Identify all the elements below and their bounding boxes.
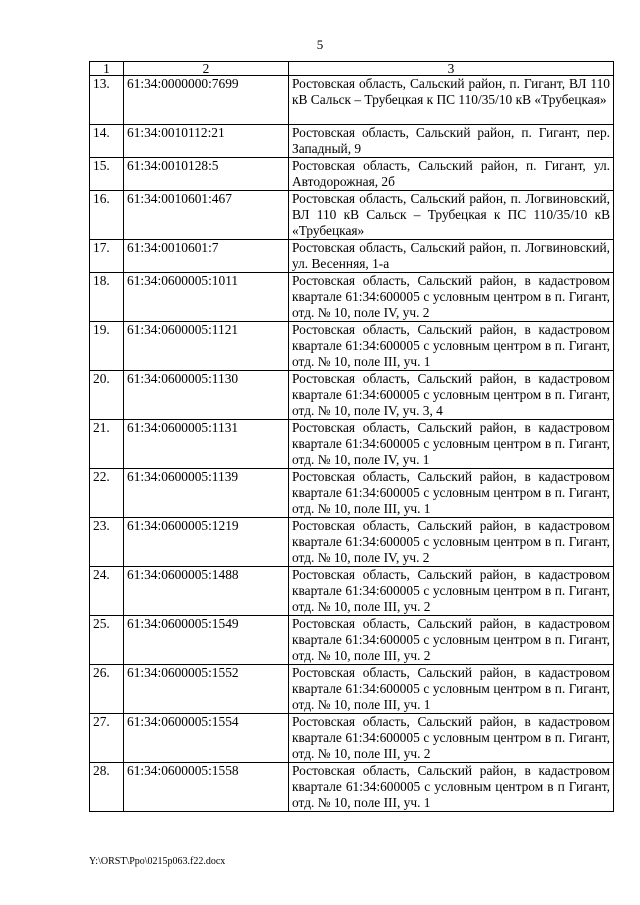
cadastral-number: 61:34:0010601:467 [124, 191, 289, 240]
row-number: 24. [90, 567, 124, 616]
location-address: Ростовская область, Сальский район, в кадастровом квартале 61:34:600005 с условным центром в п. Гигант, отд. № 10, поле III, уч. 2 [289, 567, 614, 616]
location-address: Ростовская область, Сальский район, п. Логвиновский, ВЛ 110 кВ Сальск – Трубецкая к ПС 110/35/10 кВ «Трубецкая» [289, 191, 614, 240]
cadastral-number: 61:34:0010112:21 [124, 125, 289, 158]
location-address: Ростовская область, Сальский район, в кадастровом квартале 61:34:600005 с условным центром в п. Гигант, отд. № 10, поле IV, уч. 3, 4 [289, 371, 614, 420]
column-header-2: 2 [124, 62, 289, 76]
table-row [90, 371, 614, 420]
row-number: 18. [90, 273, 124, 322]
location-address: Ростовская область, Сальский район, в кадастровом квартале 61:34:600005 с условным центром в п. Гигант, отд. № 10, поле IV, уч. 1 [289, 420, 614, 469]
row-number: 15. [90, 158, 124, 191]
column-header-1: 1 [90, 62, 124, 76]
row-number: 19. [90, 322, 124, 371]
table-row [90, 191, 614, 240]
table-header-row [90, 62, 614, 76]
table-row [90, 714, 614, 763]
location-address: Ростовская область, Сальский район, в кадастровом квартале 61:34:600005 с условным центром в п. Гигант, отд. № 10, поле III, уч. 1 [289, 469, 614, 518]
table-row [90, 420, 614, 469]
cadastral-number: 61:34:0600005:1549 [124, 616, 289, 665]
row-number: 21. [90, 420, 124, 469]
land-plots-table [89, 61, 614, 812]
cadastral-number: 61:34:0600005:1488 [124, 567, 289, 616]
row-number: 26. [90, 665, 124, 714]
cadastral-number: 61:34:0010128:5 [124, 158, 289, 191]
table-row [90, 125, 614, 158]
cadastral-number: 61:34:0600005:1131 [124, 420, 289, 469]
location-address: Ростовская область, Сальский район, в кадастровом квартале 61:34:600005 с условным центром в п. Гигант, отд. № 10, поле IV, уч. 2 [289, 273, 614, 322]
row-number: 16. [90, 191, 124, 240]
table-row [90, 158, 614, 191]
table-row [90, 76, 614, 125]
location-address: Ростовская область, Сальский район, в кадастровом квартале 61:34:600005 с условным центром в п. Гигант, отд. № 10, поле III, уч. 1 [289, 665, 614, 714]
cadastral-number: 61:34:0600005:1219 [124, 518, 289, 567]
row-number: 27. [90, 714, 124, 763]
location-address: Ростовская область, Сальский район, п. Гигант, ул. Автодорожная, 2б [289, 158, 614, 191]
row-number: 22. [90, 469, 124, 518]
column-header-3: 3 [289, 62, 614, 76]
table-row [90, 469, 614, 518]
table-row [90, 518, 614, 567]
table-row [90, 567, 614, 616]
cadastral-number: 61:34:0600005:1139 [124, 469, 289, 518]
row-number: 13. [90, 76, 124, 125]
location-address: Ростовская область, Сальский район, п. Логвиновский, ул. Весенняя, 1-а [289, 240, 614, 273]
cadastral-number: 61:34:0600005:1011 [124, 273, 289, 322]
cadastral-number: 61:34:0600005:1552 [124, 665, 289, 714]
cadastral-number: 61:34:0600005:1554 [124, 714, 289, 763]
row-number: 20. [90, 371, 124, 420]
row-number: 14. [90, 125, 124, 158]
location-address: Ростовская область, Сальский район, в кадастровом квартале 61:34:600005 с условным центром в п. Гигант, отд. № 10, поле III, уч. 2 [289, 714, 614, 763]
location-address: Ростовская область, Сальский район, в кадастровом квартале 61:34:600005 с условным центром в п. Гигант, отд. № 10, поле III, уч. 1 [289, 322, 614, 371]
cadastral-number: 61:34:0000000:7699 [124, 76, 289, 125]
cadastral-number: 61:34:0600005:1121 [124, 322, 289, 371]
table-row [90, 322, 614, 371]
row-number: 23. [90, 518, 124, 567]
row-number: 28. [90, 763, 124, 812]
table-row [90, 665, 614, 714]
location-address: Ростовская область, Сальский район, в кадастровом квартале 61:34:600005 с условным центром в п. Гигант, отд. № 10, поле IV, уч. 2 [289, 518, 614, 567]
page-number: 5 [316, 37, 324, 52]
location-address: Ростовская область, Сальский район, п. Гигант, ВЛ 110 кВ Сальск – Трубецкая к ПС 110/35/10 кВ «Трубецкая» [289, 76, 614, 125]
table-row [90, 273, 614, 322]
cadastral-number: 61:34:0600005:1558 [124, 763, 289, 812]
file-path-footer: Y:\ORST\Ppo\0215p063.f22.docx [89, 856, 226, 867]
table-row [90, 616, 614, 665]
cadastral-number: 61:34:0600005:1130 [124, 371, 289, 420]
row-number: 25. [90, 616, 124, 665]
table-row [90, 240, 614, 273]
location-address: Ростовская область, Сальский район, п. Гигант, пер. Западный, 9 [289, 125, 614, 158]
table-row [90, 763, 614, 812]
location-address: Ростовская область, Сальский район, в кадастровом квартале 61:34:600005 с условным центром в п. Гигант, отд. № 10, поле III, уч. 2 [289, 616, 614, 665]
location-address: Ростовская область, Сальский район, в кадастровом квартале 61:34:600005 с условным центром в п Гигант, отд. № 10, поле III, уч. 1 [289, 763, 614, 812]
cadastral-number: 61:34:0010601:7 [124, 240, 289, 273]
row-number: 17. [90, 240, 124, 273]
